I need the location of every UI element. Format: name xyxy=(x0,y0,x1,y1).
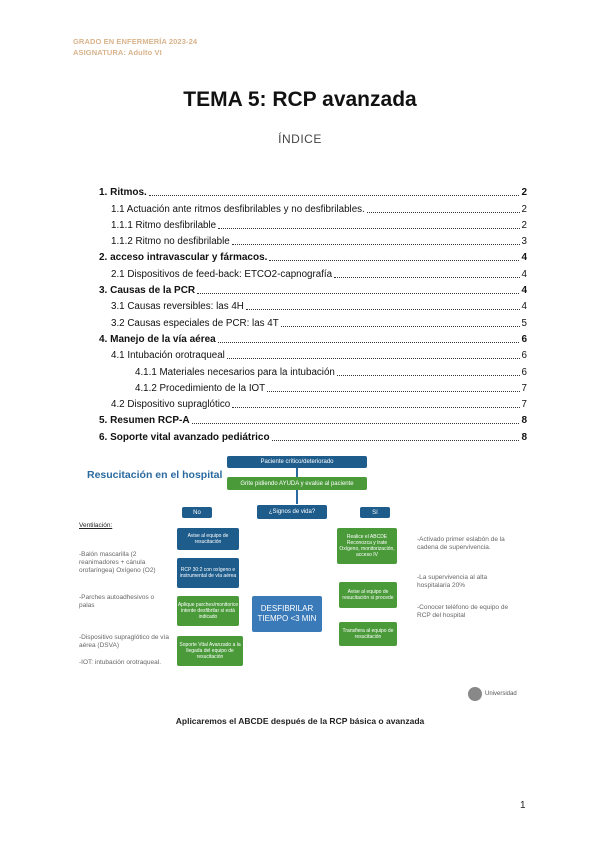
right-note: -La supervivencia al alta hospitalaria 20% xyxy=(417,574,488,589)
defibrillate-box: DESFIBRILAR TIEMPO <3 MIN xyxy=(252,596,322,632)
toc-entry[interactable] xyxy=(99,379,527,395)
toc-entry-title: 1.1.2 Ritmo no desfibrilable xyxy=(111,236,230,248)
toc-entry-title: 4.1 Intubación orotraqueal xyxy=(111,350,225,362)
toc-entry-page: 6 xyxy=(521,333,527,345)
toc-entry[interactable] xyxy=(99,313,527,329)
flow-step: Avise al equipo de resucitación si procede xyxy=(339,582,397,608)
toc-entry-page: 4 xyxy=(521,285,527,297)
table-of-contents xyxy=(99,183,527,444)
toc-entry[interactable] xyxy=(99,395,527,411)
toc-entry-title: 3.1 Causas reversibles: las 4H xyxy=(111,301,244,313)
toc-entry-title: 1. Ritmos. xyxy=(99,187,147,199)
toc-entry[interactable] xyxy=(99,362,527,378)
toc-entry[interactable] xyxy=(99,346,527,362)
toc-leader-dots xyxy=(269,259,519,261)
toc-entry[interactable] xyxy=(99,281,527,297)
index-heading: ÍNDICE xyxy=(278,132,322,146)
toc-leader-dots xyxy=(272,439,520,441)
toc-entry-title: 6. Soporte vital avanzado pediátrico xyxy=(99,431,270,443)
question-box: ¿Signos de vida? xyxy=(257,505,327,519)
toc-leader-dots xyxy=(232,406,519,408)
page-title: TEMA 5: RCP avanzada xyxy=(183,88,417,111)
page-number: 1 xyxy=(520,800,526,811)
toc-entry-page: 6 xyxy=(521,366,527,378)
toc-entry-title: 2. acceso intravascular y fármacos. xyxy=(99,252,268,264)
left-note: -IOT: intubación orotraqueal. xyxy=(79,659,162,666)
header-program: GRADO EN ENFERMERÍA 2023-24 xyxy=(73,37,198,46)
right-note: -Activado primer eslabón de la cadena de supervivencia. xyxy=(417,536,505,551)
toc-entry-title: 1.1 Actuación ante ritmos desfibrilables y no desfibrilables. xyxy=(111,203,365,215)
toc-leader-dots xyxy=(227,357,520,359)
toc-entry-title: 4.1.1 Materiales necesarios para la intubación xyxy=(135,366,335,378)
toc-leader-dots xyxy=(367,211,520,213)
patient-box: Paciente crítico/deteriorado xyxy=(227,456,367,468)
toc-leader-dots xyxy=(149,194,520,196)
flowchart-title: Resucitación en el hospital xyxy=(87,469,223,481)
flow-step: Avise al equipo de resucitación xyxy=(177,528,239,550)
toc-entry-title: 5. Resumen RCP-A xyxy=(99,415,190,427)
university-logo-text: Universidad xyxy=(485,691,517,697)
toc-entry-page: 7 xyxy=(521,399,527,411)
toc-entry-title: 3.2 Causas especiales de PCR: las 4T xyxy=(111,317,279,329)
toc-entry[interactable] xyxy=(99,264,527,280)
toc-entry-title: 4.1.2 Procedimiento de la IOT xyxy=(135,382,266,394)
toc-entry-page: 8 xyxy=(521,431,527,443)
arrow xyxy=(296,490,298,504)
toc-entry-page: 8 xyxy=(521,415,527,427)
university-logo-icon xyxy=(468,687,482,701)
no-label: No xyxy=(182,507,212,518)
toc-entry[interactable] xyxy=(99,248,527,264)
toc-entry[interactable] xyxy=(99,411,527,427)
help-box: Grite pidiendo AYUDA y evalúe al paciente xyxy=(227,477,367,490)
toc-leader-dots xyxy=(337,374,520,376)
yes-label: Sí xyxy=(360,507,390,518)
toc-entry[interactable] xyxy=(99,183,527,199)
figure-caption: Aplicaremos el ABCDE después de la RCP básica o avanzada xyxy=(175,716,425,726)
toc-entry-title: 1.1.1 Ritmo desfibrilable xyxy=(111,219,217,231)
right-note: -Conocer teléfono de equipo de RCP del hospital xyxy=(417,604,509,619)
header-subject: ASIGNATURA: Adulto VI xyxy=(73,48,162,57)
toc-entry[interactable] xyxy=(99,297,527,313)
toc-entry-page: 5 xyxy=(521,317,527,329)
toc-entry-page: 4 xyxy=(521,252,527,264)
toc-entry-title: 3. Causas de la PCR xyxy=(99,285,196,297)
flow-step: RCP 30:2 con oxígeno e instrumental de vía aérea xyxy=(177,558,239,588)
toc-leader-dots xyxy=(192,422,520,424)
left-note: -Dispositivo supraglótico de vía aérea (DSVA) xyxy=(79,634,169,649)
toc-entry-page: 2 xyxy=(521,219,527,231)
flow-step: Realice el ABCDE Reconozca y trate Oxígeno, monitorización, acceso IV xyxy=(337,528,397,564)
arrow xyxy=(296,468,298,477)
toc-leader-dots xyxy=(197,292,519,294)
ventilation-heading: Ventilación: xyxy=(79,522,113,529)
left-note: -Balón mascarilla (2 reanimadores + cánula orofaríngea) Oxígeno (O2) xyxy=(79,551,156,574)
flow-step: Soporte Vital Avanzado a la llegada del equipo de resucitación xyxy=(177,636,243,666)
left-note: -Parches autoadhesivos o palas xyxy=(79,594,155,609)
toc-entry[interactable] xyxy=(99,330,527,346)
toc-leader-dots xyxy=(232,243,520,245)
toc-entry-page: 4 xyxy=(521,268,527,280)
toc-leader-dots xyxy=(267,390,519,392)
toc-entry-title: 2.1 Dispositivos de feed-back: ETCO2-capnografía xyxy=(111,268,333,280)
flow-step: Transfiera al equipo de resucitación xyxy=(339,622,397,646)
resuscitation-flowchart xyxy=(77,454,523,704)
toc-leader-dots xyxy=(334,276,519,278)
toc-entry[interactable] xyxy=(99,427,527,443)
toc-entry-page: 6 xyxy=(521,350,527,362)
toc-entry-page: 2 xyxy=(521,187,527,199)
toc-entry[interactable] xyxy=(99,232,527,248)
toc-entry-page: 2 xyxy=(521,203,527,215)
toc-leader-dots xyxy=(218,341,520,343)
toc-entry[interactable] xyxy=(99,216,527,232)
toc-entry-page: 3 xyxy=(521,236,527,248)
flow-step: Aplique parches/monitorice intente desfibrilar si está indicado xyxy=(177,596,239,626)
toc-entry-title: 4. Manejo de la vía aérea xyxy=(99,333,216,345)
toc-entry-page: 4 xyxy=(521,301,527,313)
toc-leader-dots xyxy=(281,325,520,327)
toc-leader-dots xyxy=(218,227,519,229)
toc-entry-title: 4.2 Dispositivo supraglótico xyxy=(111,399,231,411)
toc-entry-page: 7 xyxy=(521,382,527,394)
university-logo xyxy=(468,687,517,701)
toc-leader-dots xyxy=(246,308,520,310)
toc-entry[interactable] xyxy=(99,199,527,215)
